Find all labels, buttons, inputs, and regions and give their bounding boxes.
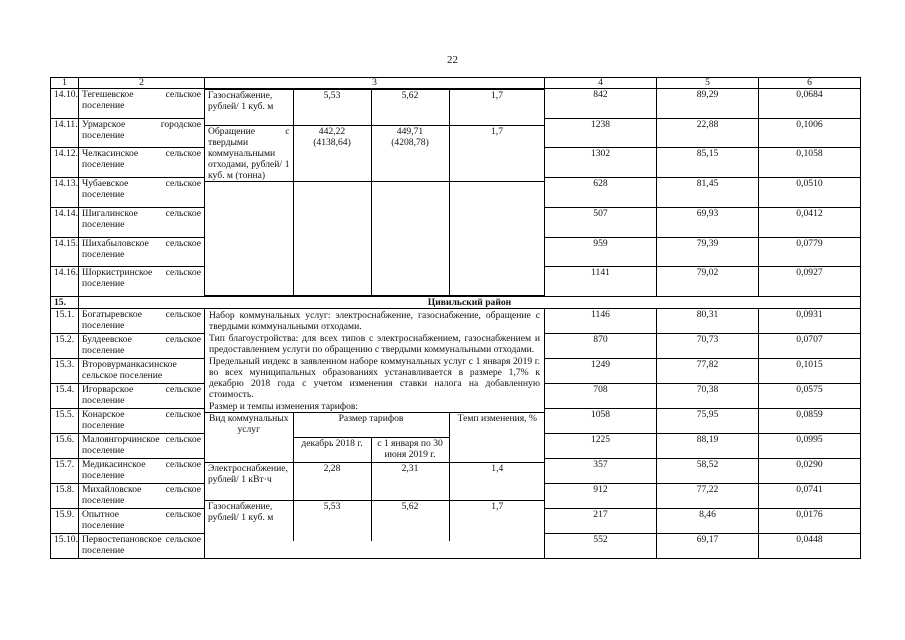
row-number: 14.10.	[51, 89, 79, 119]
coefficient-value: 0,0931	[759, 309, 861, 334]
settlement-name: Шихабыловское сельское поселение	[79, 237, 205, 267]
share-value: 79,02	[657, 267, 759, 297]
header-cell: 4	[545, 78, 657, 89]
header-cell: 2	[79, 78, 205, 89]
coefficient-value: 0,0684	[759, 89, 861, 119]
population-value: 1058	[545, 409, 657, 434]
share-value: 70,73	[657, 334, 759, 359]
tariff-table	[205, 412, 545, 541]
index-text: Предельный индекс в заявленном наборе коммунальных услуг с 1 января 2019 г. во всех муниципальных образованиях устанавливается в размере 1,7% к декабрю 2018 года с учетом изменения ставки налога на добавленную стоимость.	[209, 356, 540, 400]
row-number: 14.12.	[51, 148, 79, 178]
share-value: 77,82	[657, 359, 759, 384]
tariff-block-14	[205, 89, 545, 297]
coefficient-value: 0,0927	[759, 267, 861, 297]
row-number: 15.5.	[51, 409, 79, 434]
coefficient-value: 0,0448	[759, 534, 861, 559]
share-value: 69,17	[657, 534, 759, 559]
population-value: 959	[545, 237, 657, 267]
population-value: 217	[545, 509, 657, 534]
gas-label: Газоснабжение, рублей/ 1 куб. м	[205, 90, 293, 126]
coefficient-value: 0,0575	[759, 384, 861, 409]
share-value: 79,39	[657, 237, 759, 267]
population-value: 1225	[545, 434, 657, 459]
share-value: 58,52	[657, 459, 759, 484]
gas-dec-value-15: 5,53	[293, 501, 371, 541]
gas-dec-value: 5,53	[293, 90, 371, 126]
settlement-name: Конарское сельское поселение	[79, 409, 205, 434]
gas-label-15: Газоснабжение, рублей/ 1 куб. м	[205, 501, 293, 541]
settlement-name: Игорварское сельское поселение	[79, 384, 205, 409]
share-value: 89,29	[657, 89, 759, 119]
settlement-name: Медикасинское сельское поселение	[79, 459, 205, 484]
coefficient-value: 0,0779	[759, 237, 861, 267]
share-value: 80,31	[657, 309, 759, 334]
settlement-name: Второвурманкасинское сельское поселение	[79, 359, 205, 384]
section-title: Цивильский район	[79, 297, 861, 309]
population-value: 507	[545, 207, 657, 237]
population-value: 1302	[545, 148, 657, 178]
population-value: 870	[545, 334, 657, 359]
waste-dec-value: 442,22 (4138,64)	[293, 126, 371, 182]
settlement-name: Урмарское городское поселение	[79, 118, 205, 148]
gas-rate-value: 1,7	[449, 90, 545, 126]
section-heading-row	[51, 297, 861, 309]
settlement-name: Богатыревское сельское поселение	[79, 309, 205, 334]
share-value: 69,93	[657, 207, 759, 237]
share-value: 75,95	[657, 409, 759, 434]
header-cell: 6	[759, 78, 861, 89]
section-number: 15.	[51, 297, 79, 309]
page-number: 22	[447, 54, 458, 66]
row-number: 15.3.	[51, 359, 79, 384]
waste-rate-value: 1,7	[449, 126, 545, 182]
coefficient-value: 0,0412	[759, 207, 861, 237]
municipal-table	[50, 77, 861, 559]
tariff-caption: Размер и темпы изменения тарифов:	[209, 401, 359, 412]
gas-jan-value-15: 5,62	[371, 501, 449, 541]
header-row	[51, 78, 861, 89]
settlement-name: Михайловское сельское поселение	[79, 484, 205, 509]
coefficient-value: 0,0859	[759, 409, 861, 434]
coefficient-value: 0,0707	[759, 334, 861, 359]
settlement-name: Тегешевское сельское поселение	[79, 89, 205, 119]
electricity-jan-value: 2,31	[371, 463, 449, 501]
waste-label: Обращение с твердыми коммунальными отходами, рублей/ 1 куб. м (тонна)	[205, 126, 293, 182]
share-value: 22,88	[657, 118, 759, 148]
th-service-kind: Вид коммунальных услуг	[205, 413, 293, 463]
settlement-name: Шоркистринское сельское поселение	[79, 267, 205, 297]
population-value: 842	[545, 89, 657, 119]
row-number: 14.16.	[51, 267, 79, 297]
gas-jan-value: 5,62	[371, 90, 449, 126]
row-number: 14.15.	[51, 237, 79, 267]
row-number: 15.7.	[51, 459, 79, 484]
header-cell: 5	[657, 78, 759, 89]
services-text: Набор коммунальных услуг: электроснабжение, газоснабжение, обращение с твердыми коммунальными отходами.	[209, 310, 540, 332]
population-value: 708	[545, 384, 657, 409]
population-value: 1238	[545, 118, 657, 148]
th-change-rate: Темп изменения, %	[449, 413, 544, 463]
population-value: 357	[545, 459, 657, 484]
th-january: с 1 января по 30 июня 2019 г.	[371, 438, 449, 463]
row-number: 14.14.	[51, 207, 79, 237]
share-value: 81,45	[657, 178, 759, 208]
settlement-name: Булдеевское сельское поселение	[79, 334, 205, 359]
settlement-name: Челкасинское сельское поселение	[79, 148, 205, 178]
tariff-block-15	[205, 309, 545, 559]
settlement-name: Чубаевское сельское поселение	[79, 178, 205, 208]
th-tariff-size: Размер тарифов	[293, 413, 449, 438]
coefficient-value: 0,1015	[759, 359, 861, 384]
coefficient-value: 0,1058	[759, 148, 861, 178]
electricity-dec-value: 2,28	[293, 463, 371, 501]
th-december: декабрь 2018 г.	[293, 438, 371, 463]
settlement-name: Малоянгорчинское сельское поселение	[79, 434, 205, 459]
amenity-text: Тип благоустройства: для всех типов с электроснабжением, газоснабжением и предоставлением услуги по обращению с твердыми коммунальными отходами.	[209, 333, 540, 355]
population-value: 1249	[545, 359, 657, 384]
coefficient-value: 0,0741	[759, 484, 861, 509]
population-value: 1146	[545, 309, 657, 334]
share-value: 70,38	[657, 384, 759, 409]
population-value: 912	[545, 484, 657, 509]
coefficient-value: 0,0995	[759, 434, 861, 459]
row-number: 15.8.	[51, 484, 79, 509]
coefficient-value: 0,1006	[759, 118, 861, 148]
gas-rate-value-15: 1,7	[449, 501, 544, 541]
row-number: 15.4.	[51, 384, 79, 409]
population-value: 1141	[545, 267, 657, 297]
header-cell: 3	[205, 78, 545, 89]
header-cell: 1	[51, 78, 79, 89]
row-number: 14.11.	[51, 118, 79, 148]
row-number: 15.9.	[51, 509, 79, 534]
share-value: 77,22	[657, 484, 759, 509]
row-number: 15.10.	[51, 534, 79, 559]
population-value: 552	[545, 534, 657, 559]
share-value: 8,46	[657, 509, 759, 534]
row-number: 15.2.	[51, 334, 79, 359]
settlement-name: Шигалинское сельское поселение	[79, 207, 205, 237]
coefficient-value: 0,0290	[759, 459, 861, 484]
table-row	[51, 309, 861, 334]
row-number: 15.6.	[51, 434, 79, 459]
electricity-rate-value: 1,4	[449, 463, 544, 501]
settlement-name: Первостепановское сельское поселение	[79, 534, 205, 559]
table-row	[51, 89, 861, 119]
row-number: 15.1.	[51, 309, 79, 334]
share-value: 88,19	[657, 434, 759, 459]
row-number: 14.13.	[51, 178, 79, 208]
waste-jan-value: 449,71 (4208,78)	[371, 126, 449, 182]
coefficient-value: 0,0510	[759, 178, 861, 208]
electricity-label: Электроснабжение, рублей/ 1 кВт·ч	[205, 463, 293, 501]
share-value: 85,15	[657, 148, 759, 178]
population-value: 628	[545, 178, 657, 208]
settlement-name: Опытное сельское поселение	[79, 509, 205, 534]
coefficient-value: 0,0176	[759, 509, 861, 534]
